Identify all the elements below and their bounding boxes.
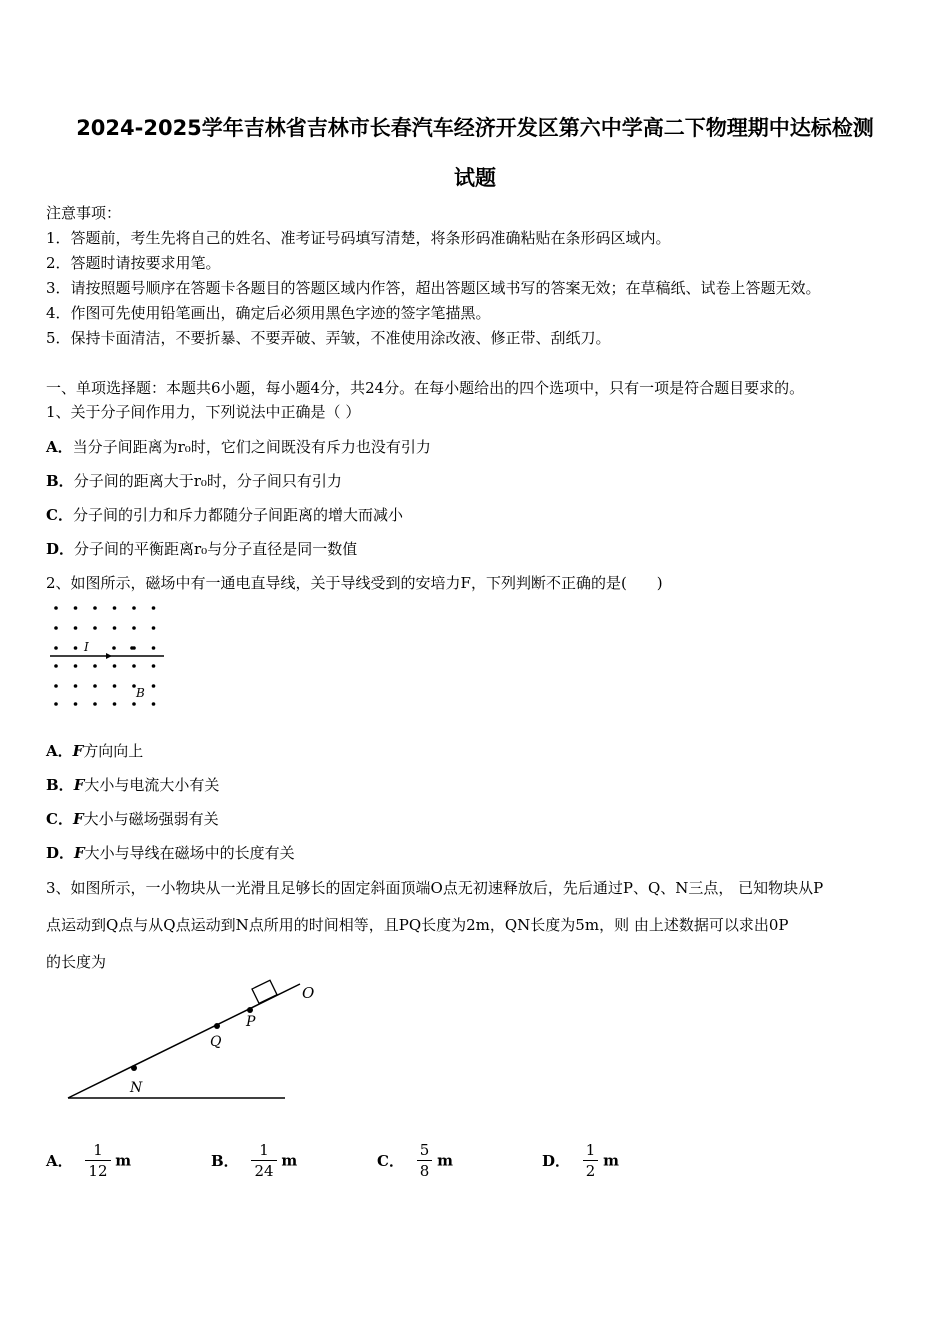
q3-stem-line1: 3、如图所示，一小物块从一光滑且足够长的固定斜面顶端O点无初速释放后，先后通过P、Q、N三点， 已知物块从P xyxy=(46,879,824,897)
option-var: F xyxy=(73,776,85,794)
field-dot xyxy=(93,684,97,688)
q3-stem-line3: 的长度为 xyxy=(46,953,107,971)
field-dot xyxy=(93,626,97,630)
option-var: F xyxy=(72,742,84,760)
field-dot xyxy=(132,664,136,668)
field-dot xyxy=(74,646,78,650)
current-label: I xyxy=(84,640,89,654)
q3-option-d xyxy=(542,1140,619,1181)
field-dot xyxy=(74,626,78,630)
option-unit: m xyxy=(603,1151,619,1170)
field-dot xyxy=(54,646,58,650)
field-dot xyxy=(152,664,156,668)
fraction xyxy=(583,1140,599,1181)
option-text: 分子间的距离大于r₀时，分子间只有引力 xyxy=(73,472,342,490)
field-dot xyxy=(54,606,58,610)
field-dot xyxy=(74,606,78,610)
point-p-dot xyxy=(247,1007,253,1013)
fraction-numerator: 1 xyxy=(85,1140,110,1161)
fraction xyxy=(251,1140,276,1181)
field-dot xyxy=(132,606,136,610)
field-dot xyxy=(113,626,117,630)
notice-item: 4．作图可先使用铅笔画出，确定后必须用黑色字迹的签字笔描黑。 xyxy=(46,304,491,322)
option-text: 分子间的引力和斥力都随分子间距离的增大而减小 xyxy=(72,506,403,524)
q3-option-a xyxy=(46,1140,131,1181)
field-dot xyxy=(54,664,58,668)
q2-option-b xyxy=(46,774,219,795)
option-unit: m xyxy=(281,1151,298,1170)
option-var: F xyxy=(72,810,84,828)
option-label: C． xyxy=(377,1152,404,1170)
point-n-dot xyxy=(131,1065,137,1071)
option-text: 大小与导线在磁场中的长度有关 xyxy=(84,844,295,862)
field-dot xyxy=(74,664,78,668)
option-label: B． xyxy=(46,472,74,490)
field-dot xyxy=(54,702,58,706)
q2-stem: 2、如图所示，磁场中有一通电直导线，关于导线受到的安培力F，下列判断不正确的是( ) xyxy=(46,574,663,592)
field-dot xyxy=(93,664,97,668)
q1-option-a xyxy=(46,436,431,457)
point-o-label: O xyxy=(302,984,315,1002)
option-text: 大小与电流大小有关 xyxy=(84,776,220,794)
option-text: 当分子间距离为r₀时，它们之间既没有斥力也没有引力 xyxy=(72,438,431,456)
option-var: F xyxy=(74,844,85,862)
section-heading: 一、单项选择题：本题共6小题，每小题4分，共24分。在每小题给出的四个选项中，只有一项是符合题目要求的。 xyxy=(46,379,805,397)
option-label: D． xyxy=(46,844,75,862)
field-dot xyxy=(152,702,156,706)
page-title-line2: 试题 xyxy=(454,166,496,190)
option-label: A． xyxy=(46,1152,73,1170)
option-label: D． xyxy=(46,540,75,558)
point-q-label: Q xyxy=(210,1034,222,1050)
fraction-denominator: 2 xyxy=(585,1162,596,1180)
field-dot xyxy=(54,626,58,630)
option-label: B． xyxy=(211,1152,239,1170)
q3-option-c xyxy=(377,1140,453,1181)
fraction-numerator: 1 xyxy=(251,1140,276,1161)
notice-item: 2．答题时请按要求用笔。 xyxy=(46,254,221,272)
fraction-denominator: 12 xyxy=(88,1162,108,1180)
field-label: B xyxy=(136,686,145,700)
q2-option-c xyxy=(46,808,219,829)
option-text: 大小与磁场强弱有关 xyxy=(83,810,219,828)
q3-stem-line2: 点运动到Q点与从Q点运动到N点所用的时间相等，且PQ长度为2m，QN长度为5m，则 由上述数据可以求出0P xyxy=(46,916,789,934)
field-dot xyxy=(113,606,117,610)
q1-stem: 1、关于分子间作用力，下列说法中正确是（ ） xyxy=(46,403,361,421)
option-label: A． xyxy=(46,438,73,456)
incline-figure xyxy=(60,978,340,1108)
fraction-denominator: 24 xyxy=(254,1162,274,1180)
field-dot xyxy=(93,702,97,706)
fraction xyxy=(85,1140,110,1181)
page-title: 2024-2025学年吉林省吉林市长春汽车经济开发区第六中学高二下物理期中达标检测 xyxy=(76,116,874,140)
field-dot xyxy=(113,664,117,668)
q1-option-c xyxy=(46,504,403,525)
field-dot xyxy=(93,606,97,610)
point-n-label: N xyxy=(130,1080,143,1096)
field-dot xyxy=(152,606,156,610)
field-dot xyxy=(152,646,156,650)
fraction-numerator: 5 xyxy=(417,1140,433,1161)
option-label: D． xyxy=(542,1152,571,1170)
field-dot xyxy=(74,684,78,688)
q3-option-b xyxy=(211,1140,297,1181)
notice-item: 1．答题前，考生先将自己的姓名、准考证号码填写清楚，将条形码准确粘贴在条形码区域内。 xyxy=(46,229,671,247)
option-unit: m xyxy=(115,1151,132,1170)
option-label: B． xyxy=(46,776,74,794)
block-icon xyxy=(252,980,277,1003)
field-dot xyxy=(112,646,116,650)
field-dot xyxy=(113,702,117,706)
option-text: 方向向上 xyxy=(83,742,144,760)
option-label: C． xyxy=(46,506,73,524)
incline-line xyxy=(68,984,300,1098)
field-dot xyxy=(113,684,117,688)
q1-option-b xyxy=(46,470,342,491)
q1-option-d xyxy=(46,538,357,559)
notice-heading: 注意事项： xyxy=(46,204,122,222)
option-label: C． xyxy=(46,810,73,828)
q2-option-a xyxy=(46,740,143,761)
field-dot xyxy=(74,702,78,706)
option-label: A． xyxy=(46,742,73,760)
notice-item: 5．保持卡面清洁，不要折暴、不要弄破、弄皱，不准使用涂改液、修正带、刮纸刀。 xyxy=(46,329,611,347)
magnetic-field-figure xyxy=(44,598,174,716)
q2-option-d xyxy=(46,842,295,863)
field-dot xyxy=(132,626,136,630)
field-dot xyxy=(130,646,134,650)
field-dot xyxy=(152,684,156,688)
field-dot xyxy=(54,684,58,688)
option-unit: m xyxy=(437,1151,453,1170)
current-arrow-icon xyxy=(106,653,112,659)
field-dot xyxy=(132,702,136,706)
option-text: 分子间的平衡距离r₀与分子直径是同一数值 xyxy=(74,540,358,558)
fraction-numerator: 1 xyxy=(583,1140,599,1161)
notice-item: 3．请按照题号顺序在答题卡各题目的答题区域内作答，超出答题区域书写的答案无效；在草稿纸、试卷上答题无效。 xyxy=(46,279,821,297)
fraction-denominator: 8 xyxy=(419,1162,430,1180)
field-dot xyxy=(152,626,156,630)
point-q-dot xyxy=(214,1023,220,1029)
point-p-label: P xyxy=(246,1014,256,1030)
fraction xyxy=(417,1140,433,1181)
